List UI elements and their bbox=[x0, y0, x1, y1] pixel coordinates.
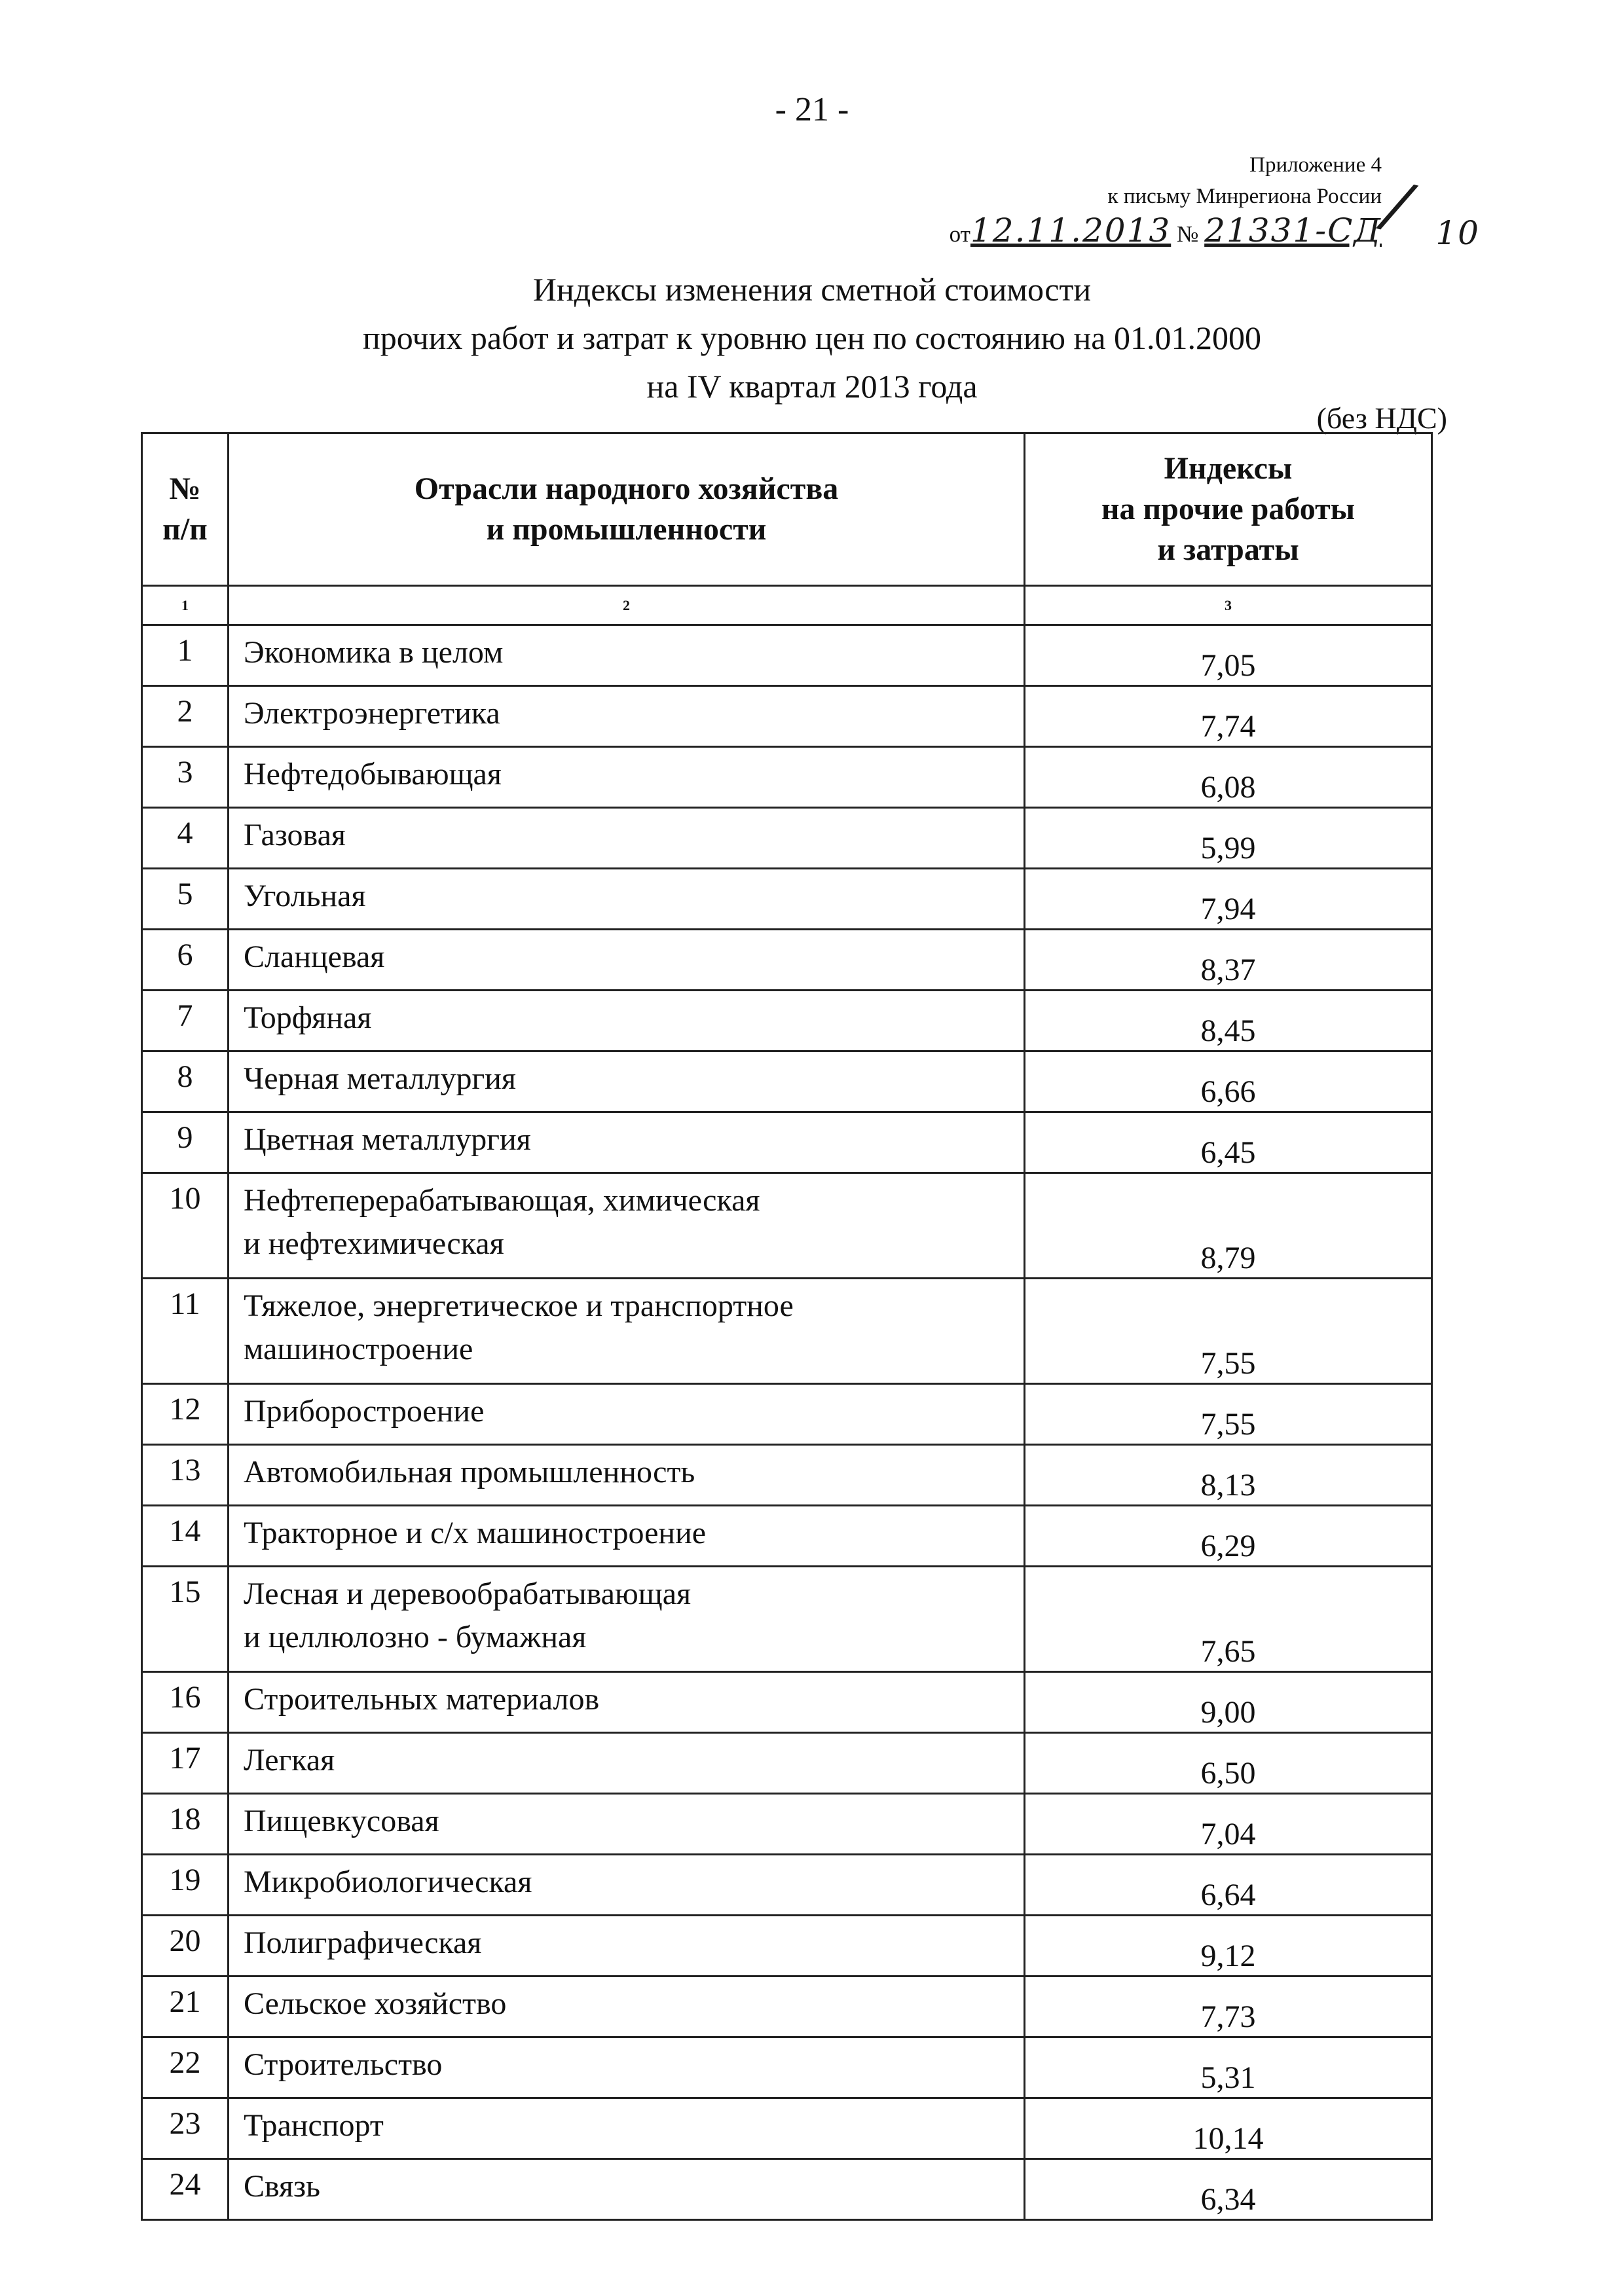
table-row bbox=[142, 1384, 1432, 1445]
from-label: от bbox=[949, 221, 970, 247]
row-number: 7 bbox=[142, 991, 229, 1051]
table-row bbox=[142, 686, 1432, 747]
row-index-value: 5,31 bbox=[1025, 2037, 1432, 2098]
row-index-value: 8,79 bbox=[1025, 1173, 1432, 1279]
title-line-1: Индексы изменения сметной стоимости bbox=[532, 271, 1092, 308]
row-branch-name: Газовая bbox=[229, 808, 1025, 869]
table-row bbox=[142, 625, 1432, 686]
table-row bbox=[142, 1733, 1432, 1794]
row-index-value: 7,55 bbox=[1025, 1384, 1432, 1445]
row-number: 19 bbox=[142, 1855, 229, 1916]
number-label: № bbox=[1176, 221, 1199, 247]
vat-note: (без НДС) bbox=[1316, 401, 1447, 435]
row-branch-name: Экономика в целом bbox=[229, 625, 1025, 686]
table-row bbox=[142, 1445, 1432, 1506]
row-branch-name: Тяжелое, энергетическое и транспортное машиностроение bbox=[229, 1279, 1025, 1384]
row-branch-name: Нефтеперерабатывающая, химическая и нефтехимическая bbox=[229, 1173, 1025, 1279]
row-number: 20 bbox=[142, 1916, 229, 1977]
row-branch-name: Строительных материалов bbox=[229, 1672, 1025, 1733]
row-number: 12 bbox=[142, 1384, 229, 1445]
appendix-block bbox=[949, 149, 1480, 254]
handwritten-number: 21331-СД bbox=[1204, 211, 1382, 249]
row-index-value: 6,66 bbox=[1025, 1051, 1432, 1112]
row-branch-name: Строительство bbox=[229, 2037, 1025, 2098]
column-number-2: 2 bbox=[229, 586, 1025, 625]
header-number: № п/п bbox=[142, 433, 229, 586]
table-row bbox=[142, 2037, 1432, 2098]
row-index-value: 6,29 bbox=[1025, 1506, 1432, 1567]
row-branch-name: Электроэнергетика bbox=[229, 686, 1025, 747]
row-branch-name: Сельское хозяйство bbox=[229, 1977, 1025, 2037]
row-index-value: 6,34 bbox=[1025, 2159, 1432, 2220]
row-number: 22 bbox=[142, 2037, 229, 2098]
header-branch: Отрасли народного хозяйства и промышленности bbox=[229, 433, 1025, 586]
table-row bbox=[142, 1977, 1432, 2037]
index-table bbox=[141, 432, 1433, 2221]
row-number: 10 bbox=[142, 1173, 229, 1279]
row-index-value: 10,14 bbox=[1025, 2098, 1432, 2159]
handwritten-date: 12.11.2013 bbox=[970, 211, 1172, 249]
row-branch-name: Угольная bbox=[229, 869, 1025, 930]
row-number: 2 bbox=[142, 686, 229, 747]
row-index-value: 6,08 bbox=[1025, 747, 1432, 808]
row-number: 21 bbox=[142, 1977, 229, 2037]
row-number: 3 bbox=[142, 747, 229, 808]
row-branch-name: Лесная и деревообрабатывающая и целлюлозно - бумажная bbox=[229, 1567, 1025, 1672]
column-number-1: 1 bbox=[142, 586, 229, 625]
row-number: 11 bbox=[142, 1279, 229, 1384]
row-branch-name: Связь bbox=[229, 2159, 1025, 2220]
column-number-3: 3 bbox=[1025, 586, 1432, 625]
row-index-value: 7,73 bbox=[1025, 1977, 1432, 2037]
row-index-value: 7,74 bbox=[1025, 686, 1432, 747]
appendix-letter-line: к письму Минрегиона России bbox=[1107, 185, 1382, 208]
row-number: 9 bbox=[142, 1112, 229, 1173]
row-number: 8 bbox=[142, 1051, 229, 1112]
row-index-value: 8,45 bbox=[1025, 991, 1432, 1051]
table-row bbox=[142, 1173, 1432, 1279]
table-row bbox=[142, 991, 1432, 1051]
row-number: 14 bbox=[142, 1506, 229, 1567]
document-title bbox=[0, 265, 1624, 410]
table-row bbox=[142, 1112, 1432, 1173]
row-index-value: 8,13 bbox=[1025, 1445, 1432, 1506]
row-index-value: 7,55 bbox=[1025, 1279, 1432, 1384]
row-number: 6 bbox=[142, 930, 229, 991]
table-row bbox=[142, 1916, 1432, 1977]
row-index-value: 6,50 bbox=[1025, 1733, 1432, 1794]
row-number: 5 bbox=[142, 869, 229, 930]
row-branch-name: Пищевкусовая bbox=[229, 1794, 1025, 1855]
table-row bbox=[142, 1051, 1432, 1112]
row-index-value: 9,12 bbox=[1025, 1916, 1432, 1977]
row-branch-name: Тракторное и с/х машиностроение bbox=[229, 1506, 1025, 1567]
appendix-title: Приложение 4 bbox=[1249, 153, 1382, 177]
row-branch-name: Сланцевая bbox=[229, 930, 1025, 991]
title-line-3: на IV квартал 2013 года bbox=[646, 368, 978, 405]
table-row bbox=[142, 747, 1432, 808]
table-row bbox=[142, 1855, 1432, 1916]
table-row bbox=[142, 2098, 1432, 2159]
row-branch-name: Нефтедобывающая bbox=[229, 747, 1025, 808]
handwritten-tail: 10 bbox=[1435, 214, 1480, 252]
row-index-value: 7,04 bbox=[1025, 1794, 1432, 1855]
row-index-value: 8,37 bbox=[1025, 930, 1432, 991]
row-branch-name: Приборостроение bbox=[229, 1384, 1025, 1445]
row-branch-name: Легкая bbox=[229, 1733, 1025, 1794]
row-index-value: 7,65 bbox=[1025, 1567, 1432, 1672]
row-branch-name: Черная металлургия bbox=[229, 1051, 1025, 1112]
table-row bbox=[142, 1794, 1432, 1855]
column-number-row bbox=[142, 586, 1432, 625]
table-row bbox=[142, 930, 1432, 991]
row-index-value: 6,64 bbox=[1025, 1855, 1432, 1916]
row-number: 16 bbox=[142, 1672, 229, 1733]
row-number: 13 bbox=[142, 1445, 229, 1506]
table-row bbox=[142, 1279, 1432, 1384]
row-index-value: 7,94 bbox=[1025, 869, 1432, 930]
page-number: - 21 - bbox=[775, 91, 849, 128]
table-row bbox=[142, 1506, 1432, 1567]
row-branch-name: Полиграфическая bbox=[229, 1916, 1025, 1977]
row-branch-name: Цветная металлургия bbox=[229, 1112, 1025, 1173]
row-number: 18 bbox=[142, 1794, 229, 1855]
row-number: 23 bbox=[142, 2098, 229, 2159]
row-branch-name: Микробиологическая bbox=[229, 1855, 1025, 1916]
row-index-value: 6,45 bbox=[1025, 1112, 1432, 1173]
row-number: 17 bbox=[142, 1733, 229, 1794]
table-row bbox=[142, 1672, 1432, 1733]
table-row bbox=[142, 869, 1432, 930]
row-number: 4 bbox=[142, 808, 229, 869]
handwritten-slash: / bbox=[1378, 167, 1418, 244]
title-line-2: прочих работ и затрат к уровню цен по состоянию на 01.01.2000 bbox=[363, 319, 1261, 356]
row-index-value: 9,00 bbox=[1025, 1672, 1432, 1733]
table-row bbox=[142, 1567, 1432, 1672]
row-branch-name: Торфяная bbox=[229, 991, 1025, 1051]
row-branch-name: Автомобильная промышленность bbox=[229, 1445, 1025, 1506]
table-row bbox=[142, 2159, 1432, 2220]
row-number: 15 bbox=[142, 1567, 229, 1672]
table-row bbox=[142, 808, 1432, 869]
row-number: 1 bbox=[142, 625, 229, 686]
row-index-value: 5,99 bbox=[1025, 808, 1432, 869]
row-number: 24 bbox=[142, 2159, 229, 2220]
header-index: Индексы на прочие работы и затраты bbox=[1025, 433, 1432, 586]
table-header-row bbox=[142, 433, 1432, 586]
row-index-value: 7,05 bbox=[1025, 625, 1432, 686]
row-branch-name: Транспорт bbox=[229, 2098, 1025, 2159]
